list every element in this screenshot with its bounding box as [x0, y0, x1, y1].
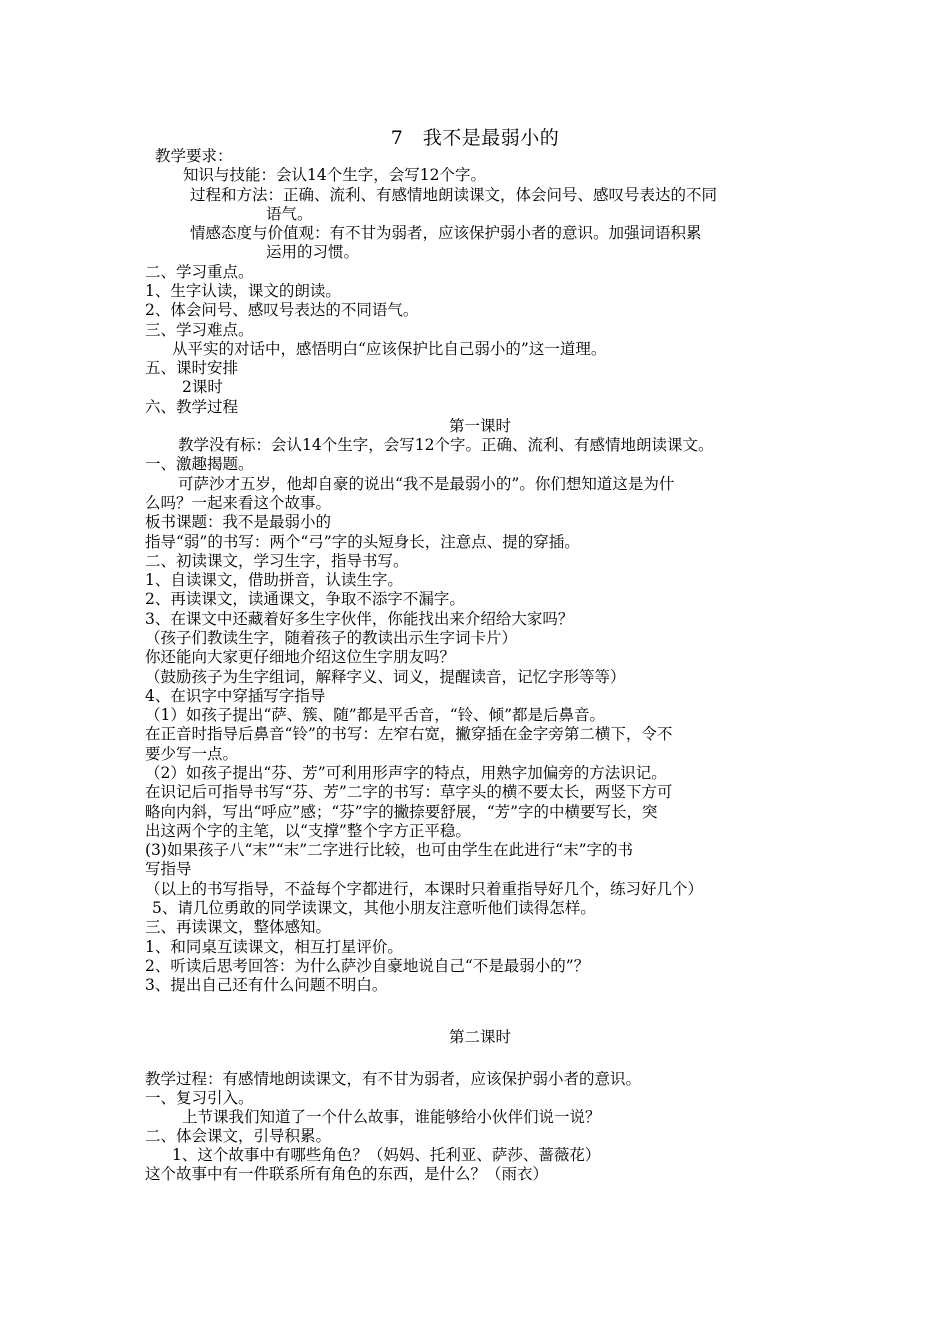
- text-line: 3、提出自己还有什么问题不明白。: [145, 976, 388, 994]
- text-line: (3)如果孩子八“末”“末”二字进行比较，也可由学生在此进行“末”字的书: [145, 841, 634, 859]
- text-line: 1、和同桌互读课文，相互打星评价。: [145, 938, 403, 956]
- section-heading: 三、再读课文，整体感知。: [145, 918, 332, 936]
- text-line: 2、体会问号、感叹号表达的不同语气。: [145, 301, 419, 319]
- text-line: 4、在识字中穿插写字指导: [145, 687, 326, 705]
- text-line: 指导“弱”的书写：两个“弓”字的头短身长，注意点、提的穿插。: [145, 533, 580, 551]
- text-line: 从平实的对话中，感悟明白“应该保护比自己弱小的”这一道理。: [172, 340, 607, 358]
- text-line: 你还能向大家更仔细地介绍这位生字朋友吗？: [145, 648, 456, 666]
- text-line: 上节课我们知道了一个什么故事，谁能够给小伙伴们说一说？: [182, 1108, 601, 1126]
- lesson-heading: 第一课时: [448, 417, 511, 435]
- text-line: 1、自读课文，借助拼音，认读生字。: [145, 571, 403, 589]
- text-line: 要少写一点。: [145, 745, 239, 763]
- text-line: （以上的书写指导，不益每个字都进行，本课时只着重指导好几个，练习好几个）: [145, 880, 704, 898]
- text-line: 知识与技能：会认14个生字，会写12个字。: [183, 166, 486, 184]
- text-line: 情感态度与价值观：有不甘为弱者，应该保护弱小者的意识。加强词语积累: [190, 224, 702, 242]
- text-line: 语气。: [266, 205, 313, 223]
- text-line: 1、生字认读，课文的朗读。: [145, 282, 341, 300]
- text-line: 5、请几位勇敢的同学读课文，其他小朋友注意听他们读得怎样。: [152, 899, 596, 917]
- text-line: （鼓励孩子为生字组词，解释字义、词义，提醒读音，记忆字形等等）: [145, 668, 626, 686]
- section-heading: 三、学习难点。: [145, 321, 254, 339]
- section-heading: 一、激趣揭题。: [145, 455, 254, 473]
- text-line: （孩子们教读生字，随着孩子的教读出示生字词卡片）: [145, 629, 518, 647]
- section-heading: 二、初读课文，学习生字，指导书写。: [145, 552, 409, 570]
- text-line: 可萨沙才五岁，他却自豪的说出“我不是最弱小的”。你们想知道这是为什: [178, 475, 675, 493]
- text-line: 3、在课文中还藏着好多生字伙伴，你能找出来介绍给大家吗？: [145, 610, 574, 628]
- text-line: 2、再读课文，读通课文，争取不添字不漏字。: [145, 590, 465, 608]
- text-line: 2课时: [182, 378, 223, 396]
- text-line: 在正音时指导后鼻音“铃”的书写：左窄右宽，撇穿插在金字旁第二横下，令不: [145, 725, 673, 743]
- text-line: 略向内斜，写出“呼应”感；“芬”字的撇捺要舒展，“芳”字的中横要写长，突: [145, 803, 658, 821]
- text-line: 在识记后可指导书写“芬、芳”二字的书写：草字头的横不要太长，两竖下方可: [145, 783, 673, 801]
- section-heading: 六、教学过程: [145, 398, 239, 416]
- text-line: 过程和方法：正确、流利、有感情地朗读课文，体会问号、感叹号表达的不同: [190, 186, 718, 204]
- lesson-heading: 第二课时: [448, 1028, 511, 1046]
- text-line: 运用的习惯。: [266, 243, 360, 261]
- text-line: 么吗？一起来看这个故事。: [145, 494, 332, 512]
- document-title: 7 我不是最弱小的: [390, 127, 560, 149]
- text-line: 写指导: [145, 860, 192, 878]
- text-line: 出这两个字的主笔，以“支撑”整个字方正平稳。: [145, 822, 471, 840]
- text-line: （2）如孩子提出“芬、芳”可利用形声字的特点，用熟字加偏旁的方法识记。: [145, 764, 667, 782]
- section-heading: 一、复习引入。: [145, 1089, 254, 1107]
- text-line: 教学没有标：会认14个生字，会写12个字。正确、流利、有感情地朗读课文。: [178, 436, 714, 454]
- text-line: 2、听读后思考回答：为什么萨沙自豪地说自己“不是最弱小的”？: [145, 957, 590, 975]
- text-line: 这个故事中有一件联系所有角色的东西，是什么？（雨衣）: [145, 1165, 549, 1183]
- text-line: 教学要求：: [155, 147, 233, 165]
- text-line: 板书课题：我不是最弱小的: [145, 513, 332, 531]
- text-line: 1、这个故事中有哪些角色？（妈妈、托利亚、萨莎、蔷薇花）: [172, 1146, 601, 1164]
- text-line: （1）如孩子提出“萨、簇、随”都是平舌音，“铃、倾”都是后鼻音。: [145, 706, 606, 724]
- section-heading: 二、体会课文，引导积累。: [145, 1127, 332, 1145]
- text-line: 教学过程：有感情地朗读课文，有不甘为弱者，应该保护弱小者的意识。: [145, 1070, 642, 1088]
- section-heading: 五、课时安排: [145, 359, 239, 377]
- section-heading: 二、学习重点。: [145, 263, 254, 281]
